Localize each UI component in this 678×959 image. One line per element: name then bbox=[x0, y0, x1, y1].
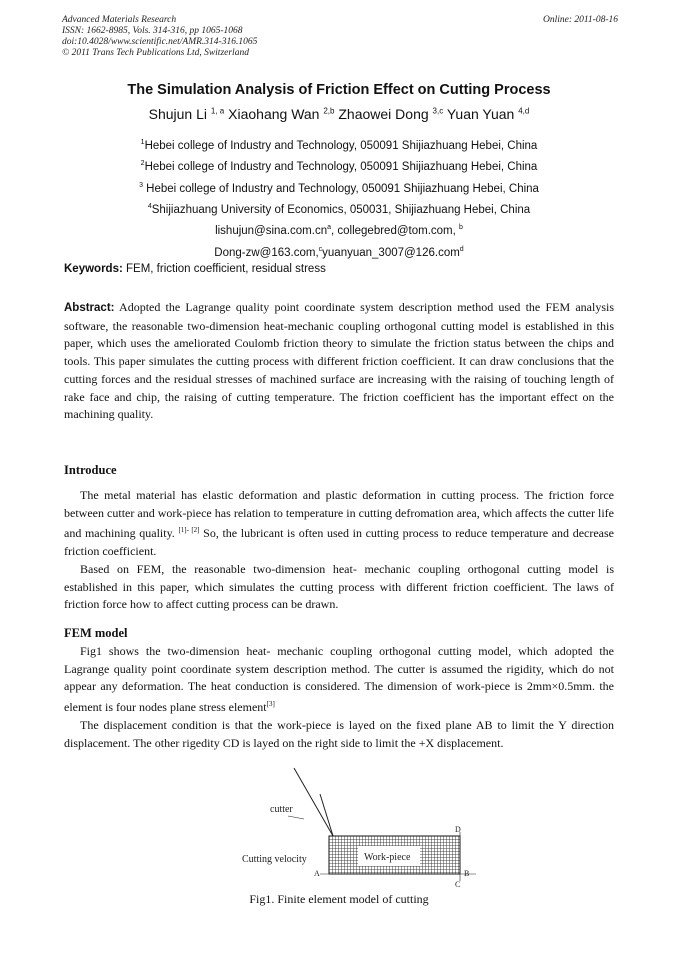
email-line-1 bbox=[0, 219, 678, 240]
keywords-text: FEM, friction coefficient, residual stress bbox=[126, 263, 326, 275]
introduce-text: The metal material has elastic deformation and plastic deformation in cutting process. The friction force between cutter and work-piece has relation to temperature in cutting defromation area, which affects the cutter life and machining quality. bbox=[64, 488, 614, 541]
workpiece-label: Work-piece bbox=[364, 852, 411, 863]
issn-line: ISSN: 1662-8985, Vols. 314-316, pp 1065-1068 bbox=[62, 26, 243, 36]
author-name: Yuan Yuan bbox=[446, 106, 515, 122]
author-sup: 2,b bbox=[323, 106, 335, 116]
author-sup: 1, a bbox=[210, 106, 225, 116]
section-heading-fem: FEM model bbox=[64, 626, 128, 640]
online-date: Online: 2011-08-16 bbox=[542, 15, 618, 25]
fem-text: Fig1 shows the two-dimension heat- mechanic coupling orthogonal cutting model, which adopted the Lagrange quality point coordinate system description method. The cutter is assumed the rigidity, which do not appear any deformation. The heat conduction is considered. The dimension of work-piece is 2mm×0.5mm. the element is four nodes plane stress element bbox=[64, 644, 614, 715]
doi-line: doi:10.4028/www.scientific.net/AMR.314-316.1065 bbox=[62, 37, 258, 47]
figure-1 bbox=[236, 764, 486, 889]
citation-sup: [1]- [2] bbox=[178, 526, 200, 535]
introduce-paragraph-1 bbox=[64, 487, 614, 561]
introduce-paragraph-2: Based on FEM, the reasonable two-dimension heat- mechanic coupling orthogonal cutting model is established in this paper, which simulates the cutting process with different friction coefficient. The laws of friction force how to affect cutting process can be drawn. bbox=[64, 561, 614, 612]
section-heading-introduce: Introduce bbox=[64, 463, 117, 477]
author-sup: 3,c bbox=[432, 106, 444, 116]
citation-sup: [3] bbox=[266, 700, 275, 709]
point-b-label: B bbox=[464, 869, 470, 878]
email-sup: b bbox=[459, 224, 463, 232]
affiliation-4 bbox=[0, 198, 678, 219]
author-sup: 4,d bbox=[518, 106, 530, 116]
point-c-label: C bbox=[455, 880, 461, 889]
abstract-label: Abstract: bbox=[64, 302, 115, 314]
email-link[interactable]: , collegebred@tom.com, bbox=[331, 225, 456, 238]
cutter-label: cutter bbox=[270, 804, 293, 815]
introduce-body bbox=[64, 487, 614, 614]
fem-paragraph-1 bbox=[64, 643, 614, 717]
email-sup: c bbox=[318, 245, 323, 253]
email-sup: a bbox=[327, 224, 331, 232]
author-list bbox=[0, 106, 678, 122]
author-name: Zhaowei Dong bbox=[338, 106, 429, 122]
affiliation-sup: 4 bbox=[147, 202, 152, 210]
introduce-text: So, the lubricant is often used in cutting process to reduce temperature and decrease friction coefficient. bbox=[64, 526, 614, 559]
cutter-rake-face bbox=[294, 768, 333, 836]
affiliation-3 bbox=[0, 177, 678, 198]
abstract-text: Adopted the Lagrange quality point coordinate system description method used the FEM analysis software, the reasonable two-dimension heat-mechanic coupling orthogonal cutting model is established in this paper, which uses the ameliorated Coulomb friction theory to simulate the friction status between the chips and tools. This paper simulates the cutting process with different friction coefficient. It can draw conclusions that the cutting forces and the residual stresses of machined surface are increasing with the raising of touching length of rake face and chip, the raising of cutting temperature. The friction coefficient has the important effect on the machining quality. bbox=[64, 300, 614, 422]
email-line-2 bbox=[0, 241, 678, 262]
author-name: Xiaohang Wan bbox=[228, 106, 320, 122]
affiliation-1 bbox=[0, 134, 678, 155]
abstract-paragraph bbox=[64, 299, 614, 424]
cutter-clearance-face bbox=[320, 794, 333, 836]
fem-paragraph-2: The displacement condition is that the work-piece is layed on the fixed plane AB to limit the Y direction displacement. The other rigedity CD is layed on the right side to limit the +X displacement. bbox=[64, 717, 614, 750]
email-link[interactable]: yuanyuan_3007@126.com bbox=[322, 246, 460, 259]
affiliation-text: Shijiazhuang University of Economics, 050031, Shijiazhuang Hebei, China bbox=[151, 203, 531, 216]
email-link[interactable]: lishujun@sina.com.cn bbox=[215, 225, 328, 238]
email-link[interactable]: Dong-zw@163.com, bbox=[214, 246, 319, 259]
velocity-label: Cutting velocity bbox=[242, 854, 307, 865]
journal-name: Advanced Materials Research bbox=[62, 15, 177, 25]
copyright-line: © 2011 Trans Tech Publications Ltd, Switzerland bbox=[62, 48, 249, 58]
affiliation-text: Hebei college of Industry and Technology, 050091 Shijiazhuang Hebei, China bbox=[146, 182, 539, 195]
affiliation-list bbox=[0, 134, 678, 262]
cutter-leader bbox=[288, 816, 304, 819]
point-a-label: A bbox=[314, 869, 320, 878]
keywords-label: Keywords: bbox=[64, 263, 123, 275]
affiliation-sup: 3 bbox=[139, 181, 143, 189]
journal-header bbox=[62, 15, 618, 59]
cutting-model-diagram bbox=[236, 764, 486, 889]
author-name: Shujun Li bbox=[148, 106, 208, 122]
paper-title: The Simulation Analysis of Friction Effect on Cutting Process bbox=[127, 82, 551, 98]
affiliation-sup: 2 bbox=[140, 160, 145, 168]
affiliation-text: Hebei college of Industry and Technology, 050091 Shijiazhuang Hebei, China bbox=[144, 161, 538, 174]
affiliation-text: Hebei college of Industry and Technology, 050091 Shijiazhuang Hebei, China bbox=[144, 139, 538, 152]
affiliation-sup: 1 bbox=[140, 139, 145, 146]
point-d-label: D bbox=[455, 825, 461, 834]
fem-body bbox=[64, 643, 614, 752]
figure-caption: Fig1. Finite element model of cutting bbox=[249, 892, 429, 906]
affiliation-2 bbox=[0, 155, 678, 176]
keywords-line bbox=[64, 263, 326, 275]
email-sup: d bbox=[459, 245, 464, 253]
